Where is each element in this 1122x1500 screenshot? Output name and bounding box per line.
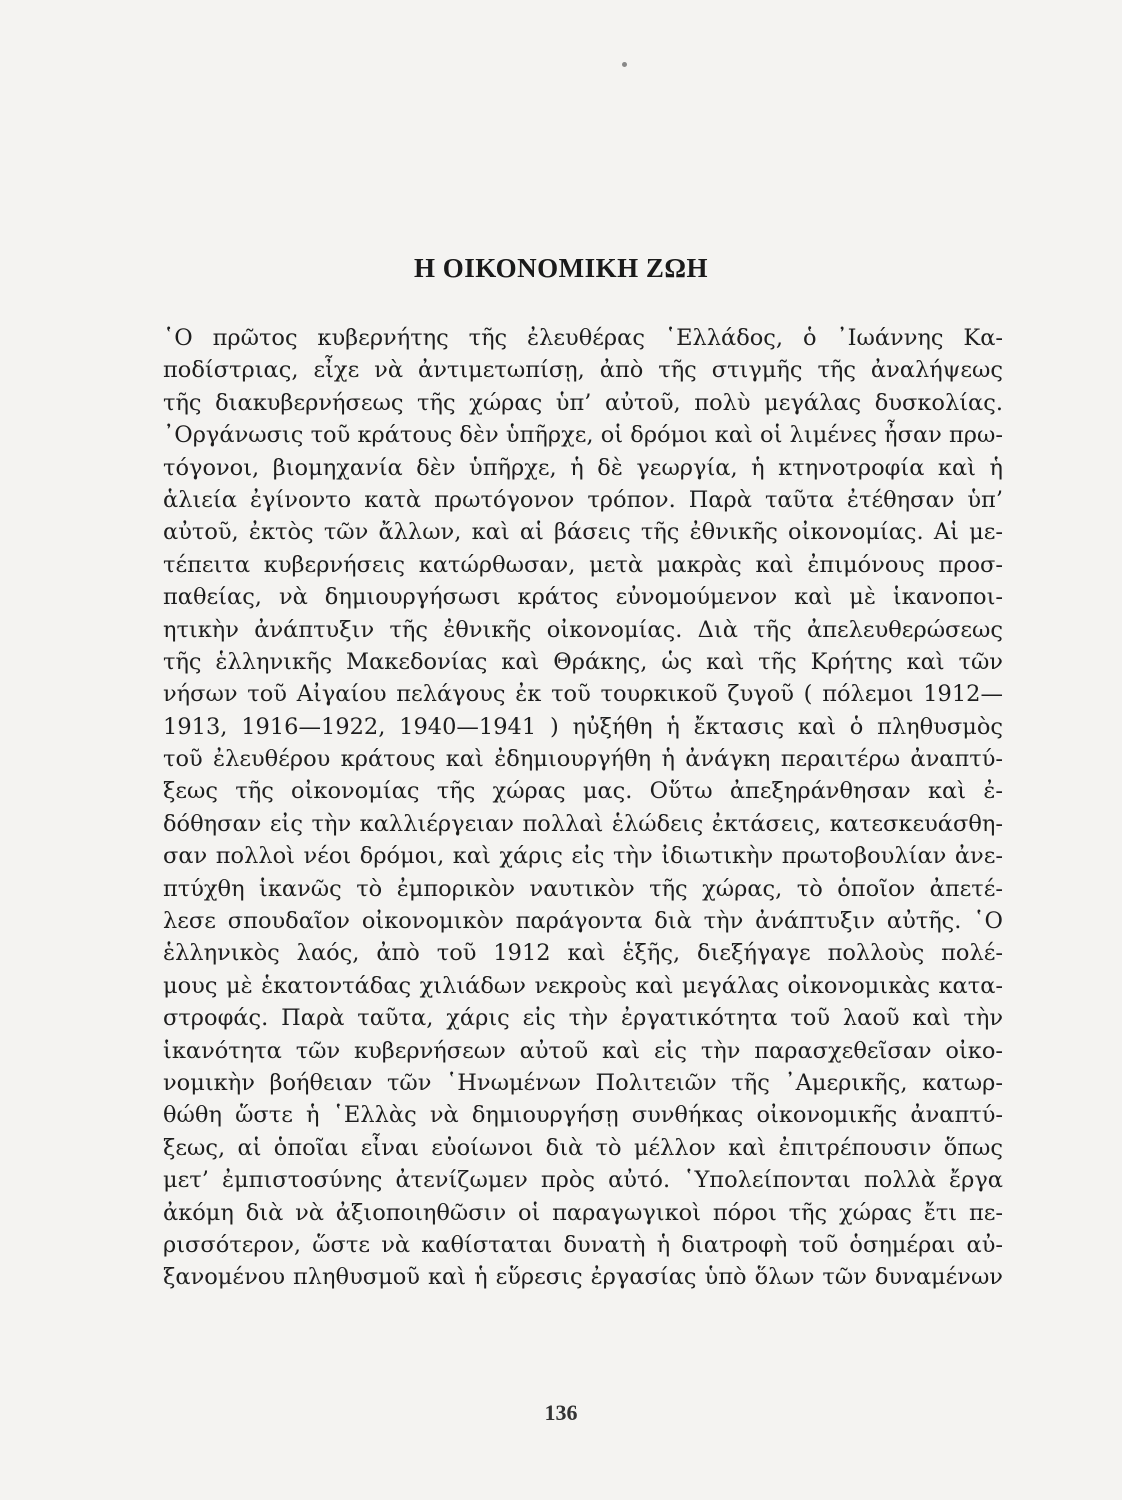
text-line: ξεως τῆς οἰκονομίας τῆς χώρας μας. Οὕτω ἀπεξηράνθησαν καὶ ἐ- <box>163 778 1003 805</box>
text-line: ἱκανότητα τῶν κυβερνήσεων αὐτοῦ καὶ εἰς τὴν παρασχεθεῖσαν οἰκο- <box>163 1037 1003 1064</box>
text-line: πτύχθη ἱκανῶς τὸ ἐμπορικὸν ναυτικὸν τῆς χώρας, τὸ ὁποῖον ἀπετέ- <box>163 875 1003 902</box>
text-line: δόθησαν εἰς τὴν καλλιέργειαν πολλαὶ ἑλώδεις ἐκτάσεις, κατεσκευάσθη- <box>163 810 1003 837</box>
text-line: τῆς ἑλληνικῆς Μακεδονίας καὶ Θράκης, ὡς καὶ τῆς Κρήτης καὶ τῶν <box>163 648 1003 675</box>
text-line: ποδίστριας, εἶχε νὰ ἀντιμετωπίσῃ, ἀπὸ τῆς στιγμῆς τῆς ἀναλήψεως <box>163 357 1003 384</box>
text-line: νήσων τοῦ Αἰγαίου πελάγους ἐκ τοῦ τουρκικοῦ ζυγοῦ ( πόλεμοι 1912— <box>163 681 1003 708</box>
text-line: ἀκόμη διὰ νὰ ἀξιοποιηθῶσιν οἱ παραγωγικοὶ πόροι τῆς χώρας ἔτι πε- <box>163 1199 1003 1226</box>
text-line: τόγονοι, βιομηχανία δὲν ὑπῆρχε, ἡ δὲ γεωργία, ἡ κτηνοτροφία καὶ ἡ <box>163 454 1003 481</box>
text-line: τοῦ ἐλευθέρου κράτους καὶ ἐδημιουργήθη ἡ ἀνάγκη περαιτέρω ἀναπτύ- <box>163 746 1003 773</box>
text-line: 1913, 1916—1922, 1940—1941 ) ηὐξήθη ἡ ἔκτασις καὶ ὁ πληθυσμὸς <box>163 713 1003 740</box>
text-line: τῆς διακυβερνήσεως τῆς χώρας ὑπ’ αὐτοῦ, πολὺ μεγάλας δυσκολίας. <box>163 389 1003 416</box>
text-line: ἑλληνικὸς λαός, ἀπὸ τοῦ 1912 καὶ ἑξῆς, διεξήγαγε πολλοὺς πολέ- <box>163 940 1003 967</box>
text-line: μους μὲ ἑκατοντάδας χιλιάδων νεκροὺς καὶ μεγάλας οἰκονομικὰς κατα- <box>163 972 1003 999</box>
text-line: τέπειτα κυβερνήσεις κατώρθωσαν, μετὰ μακρὰς καὶ ἐπιμόνους προσ- <box>163 551 1003 578</box>
text-line: λεσε σπουδαῖον οἰκονομικὸν παράγοντα διὰ τὴν ἀνάπτυξιν αὐτῆς. ῾Ο <box>163 908 1003 935</box>
page-number: 136 <box>544 1400 578 1425</box>
text-line: σαν πολλοὶ νέοι δρόμοι, καὶ χάρις εἰς τὴν ἰδιωτικὴν πρωτοβουλίαν ἀνε- <box>163 843 1003 870</box>
text-line: αὐτοῦ, ἐκτὸς τῶν ἄλλων, καὶ αἱ βάσεις τῆς ἐθνικῆς οἰκονομίας. Αἱ με- <box>163 519 1003 546</box>
text-line: παθείας, νὰ δημιουργήσωσι κράτος εὐνομούμενον καὶ μὲ ἱκανοποι- <box>163 584 1003 611</box>
page-title: Η ΟΙΚΟΝΟΜΙΚΗ ΖΩΗ <box>414 253 708 283</box>
body-text <box>163 322 1003 1294</box>
text-line: ᾿Οργάνωσις τοῦ κράτους δὲν ὑπῆρχε, οἱ δρόμοι καὶ οἱ λιμένες ἦσαν πρω- <box>163 422 1003 449</box>
text-line: ξεως, αἱ ὁποῖαι εἶναι εὐοίωνοι διὰ τὸ μέλλον καὶ ἐπιτρέπουσιν ὅπως <box>163 1134 1003 1161</box>
text-line: ἁλιεία ἐγίνοντο κατὰ πρωτόγονον τρόπον. Παρὰ ταῦτα ἐτέθησαν ὑπ’ <box>163 486 1003 513</box>
text-line: νομικὴν βοήθειαν τῶν ῾Ηνωμένων Πολιτειῶν τῆς ᾿Αμερικῆς, κατωρ- <box>163 1069 1003 1096</box>
text-line: στροφάς. Παρὰ ταῦτα, χάρις εἰς τὴν ἐργατικότητα τοῦ λαοῦ καὶ τὴν <box>163 1005 1003 1032</box>
text-line: ρισσότερον, ὥστε νὰ καθίσταται δυνατὴ ἡ διατροφὴ τοῦ ὁσημέραι αὐ- <box>163 1231 1003 1258</box>
text-line: ῾Ο πρῶτος κυβερνήτης τῆς ἐλευθέρας ῾Ελλάδος, ὁ ᾿Ιωάννης Κα- <box>163 325 1003 351</box>
text-line: μετ’ ἐμπιστοσύνης ἀτενίζωμεν πρὸς αὐτό. ῾Υπολείπονται πολλὰ ἔργα <box>163 1167 1003 1194</box>
text-line: θώθη ὥστε ἡ ῾Ελλὰς νὰ δημιουργήσῃ συνθήκας οἰκονομικῆς ἀναπτύ- <box>163 1102 1003 1129</box>
text-line: ητικὴν ἀνάπτυξιν τῆς ἐθνικῆς οἰκονομίας. Διὰ τῆς ἀπελευθερώσεως <box>163 616 1003 643</box>
ink-dot <box>622 62 627 67</box>
text-line: ξανομένου πληθυσμοῦ καὶ ἡ εὕρεσις ἐργασίας ὑπὸ ὅλων τῶν δυναμένων <box>163 1264 1003 1291</box>
